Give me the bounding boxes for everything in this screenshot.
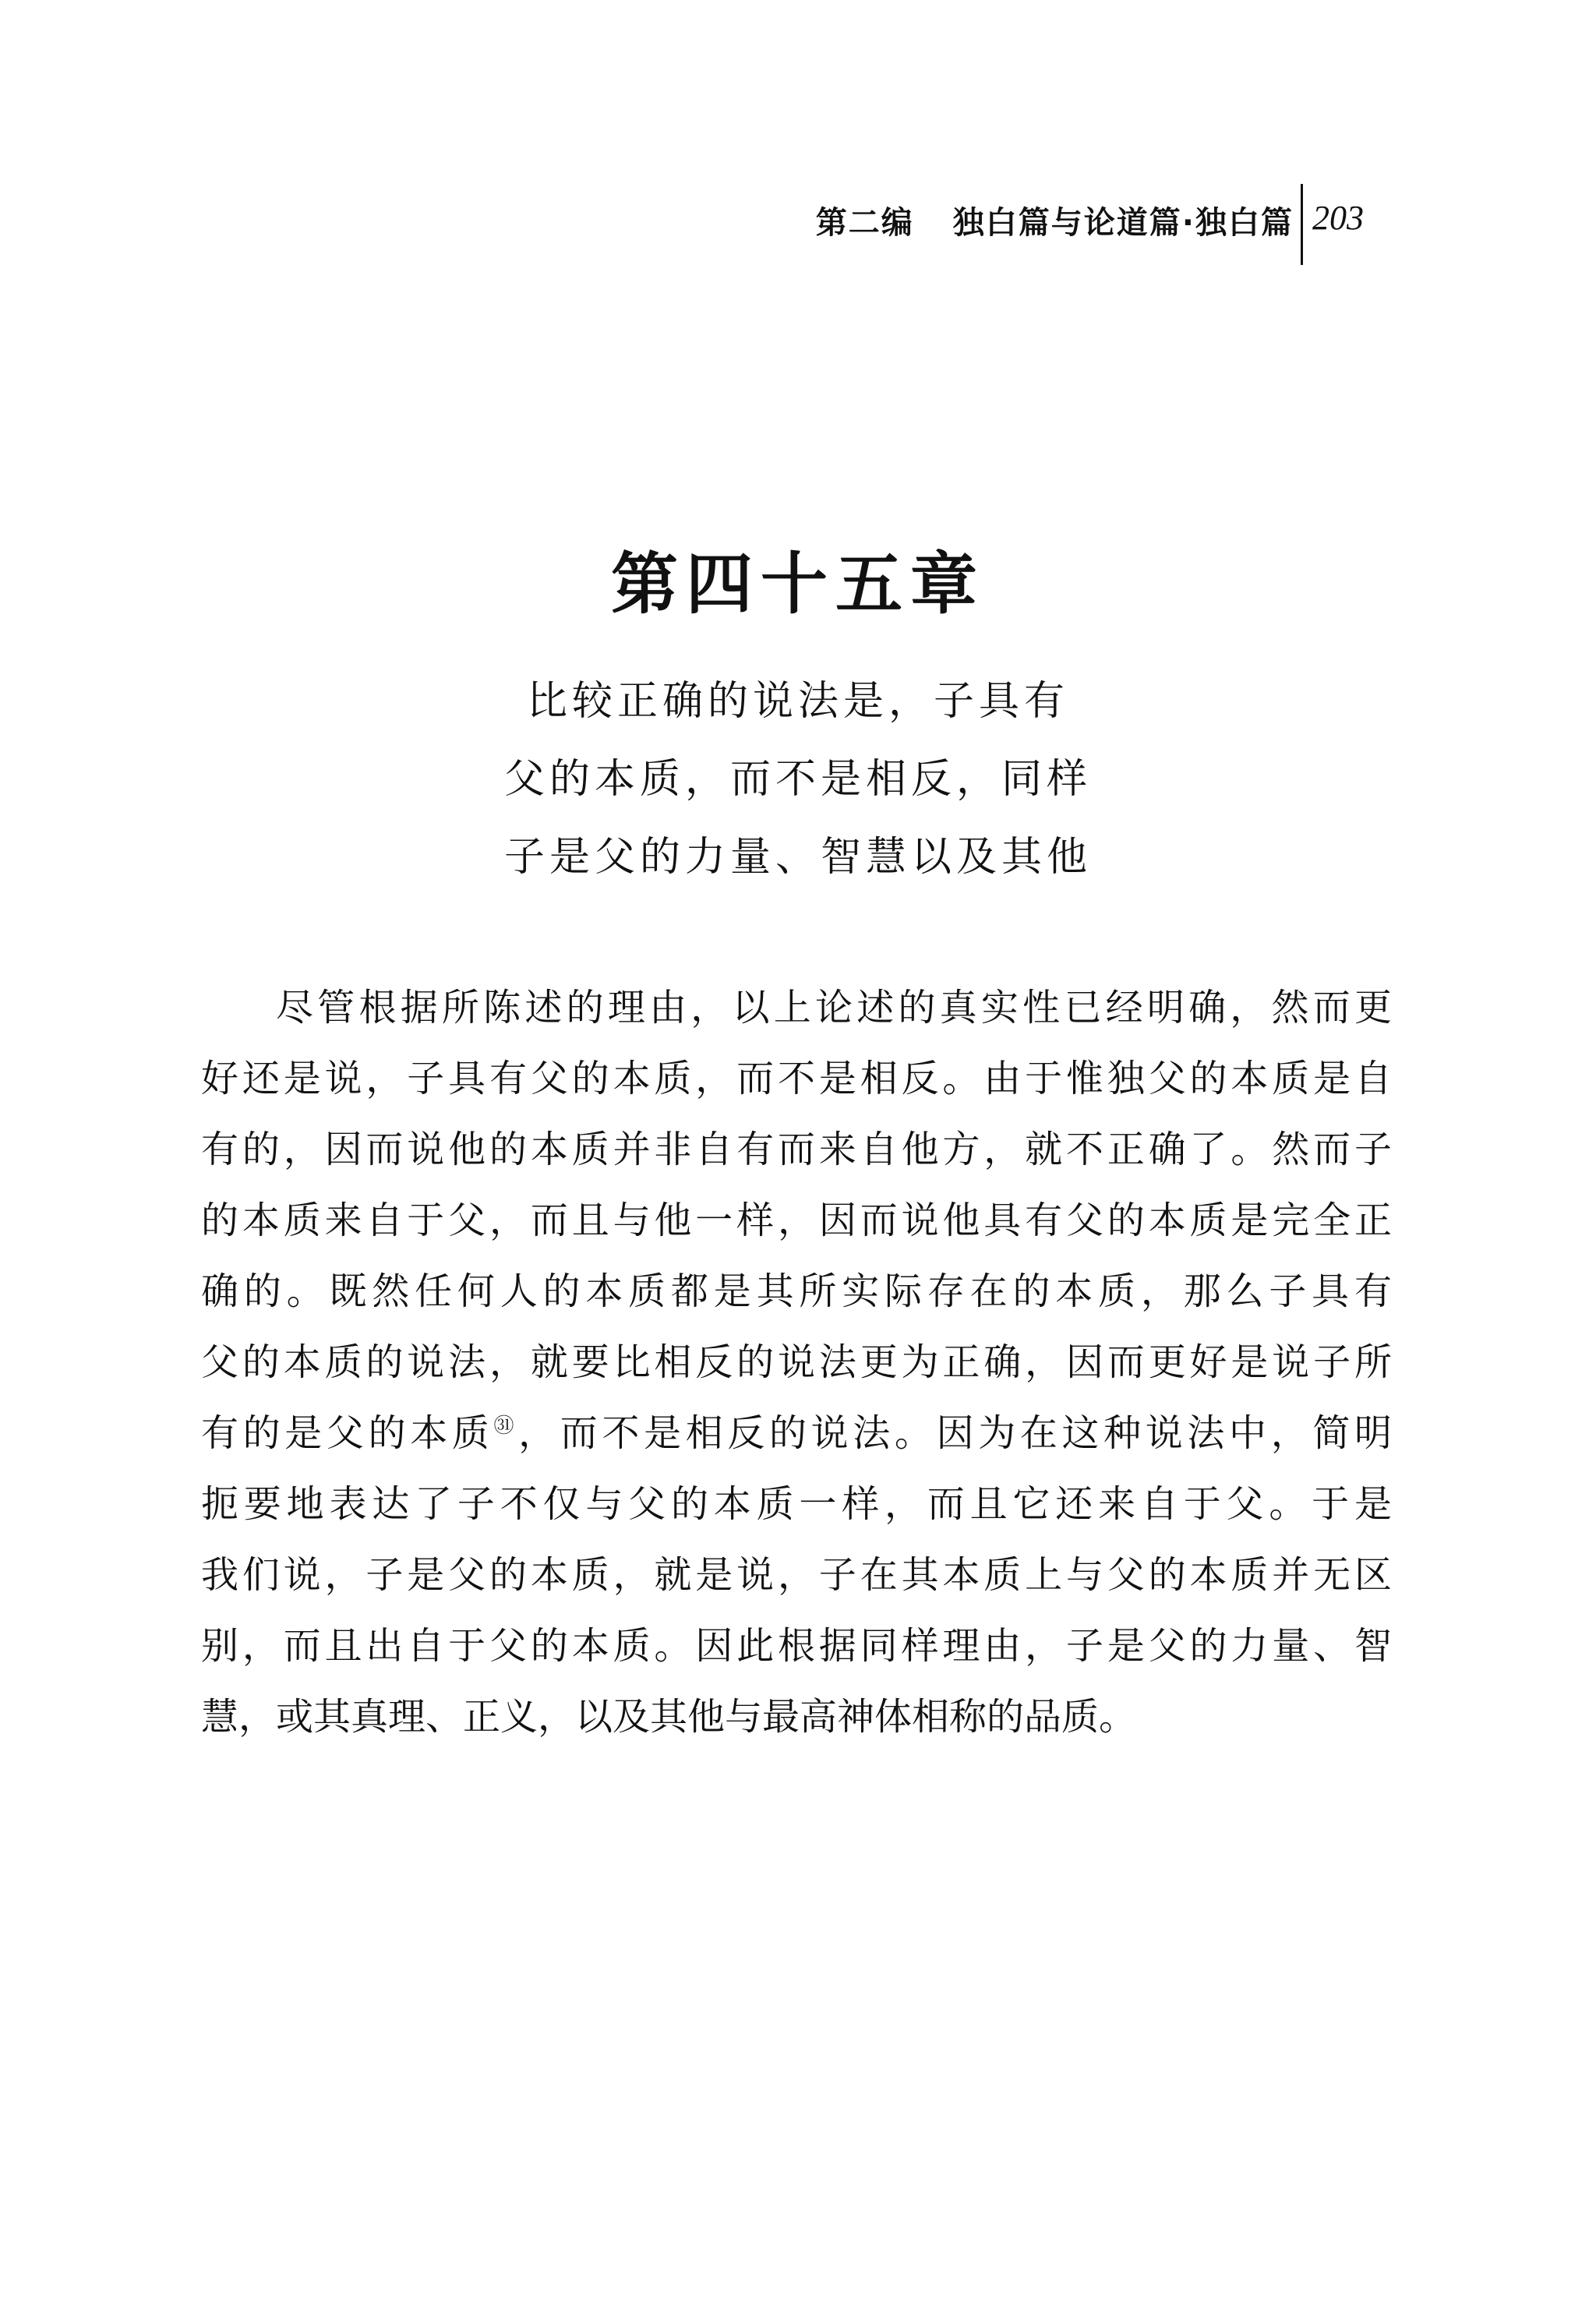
header-part: 第二编 — [815, 205, 914, 241]
body-line: 父的本质的说法，就要比相反的说法更为正确，因而更好是说子所 — [201, 1340, 1392, 1384]
body-line: 的本质来自于父，而且与他一样，因而说他具有父的本质是完全正 — [201, 1199, 1392, 1242]
subtitle-line: 父的本质，而不是相反，同样 — [503, 756, 1092, 803]
running-header — [546, 184, 1403, 277]
body-line: 扼要地表达了子不仅与父的本质一样，而且它还来自于父。于是 — [201, 1482, 1392, 1526]
subtitle-line: 比较正确的说法是，子具有 — [526, 678, 1069, 725]
header-text — [816, 198, 1294, 242]
body-line: 确的。既然任何人的本质都是其所实际存在的本质，那么子具有 — [201, 1269, 1392, 1313]
header-divider — [1301, 184, 1303, 265]
header-section: 独白篇与论道篇·独白篇 — [952, 205, 1294, 241]
page-number: 203 — [1312, 199, 1364, 237]
body-line: 好还是说，子具有父的本质，而不是相反。由于惟独父的本质是自 — [201, 1057, 1392, 1100]
body-line: 慧，或其真理、正义，以及其他与最高神体相称的品质。 — [201, 1695, 1137, 1739]
body-line-segment: ，而不是相反的说法。因为在这种说法中，简明 — [518, 1411, 1392, 1455]
chapter-subtitle — [0, 662, 1596, 896]
body-line-with-footnote — [201, 1398, 1392, 1469]
body-paragraph — [201, 973, 1392, 1753]
chapter-title: 第四十五章 — [611, 546, 985, 623]
body-line: 我们说，子是父的本质，就是说，子在其本质上与父的本质并无区 — [201, 1553, 1392, 1597]
body-line: 别，而且出自于父的本质。因此根据同样理由，子是父的力量、智 — [201, 1624, 1392, 1668]
body-line: 有的，因而说他的本质并非自有而来自他方，就不正确了。然而子 — [201, 1128, 1392, 1171]
body-line: 尽管根据所陈述的理由，以上论述的真实性已经明确，然而更 — [276, 986, 1392, 1029]
body-line-segment: 有的是父的本质 — [201, 1411, 494, 1455]
footnote-marker[interactable]: ㉛ — [493, 1414, 519, 1438]
subtitle-line: 子是父的力量、智慧以及其他 — [503, 834, 1092, 881]
